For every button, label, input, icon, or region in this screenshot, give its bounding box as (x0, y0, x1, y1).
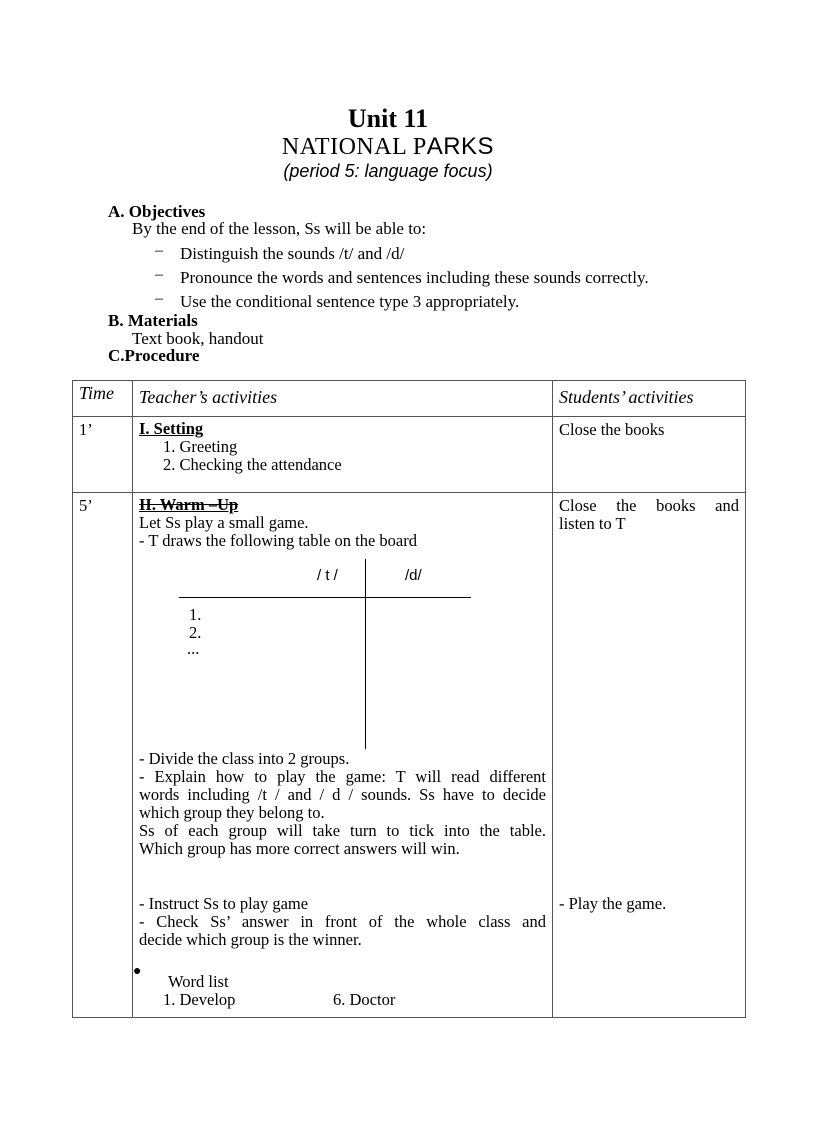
step-line: which group they belong to. (139, 803, 325, 822)
sound-d-header: /d/ (405, 567, 422, 584)
list-item: 2. Checking the attendance (163, 455, 342, 474)
time-cell (73, 417, 133, 493)
students-cell (553, 493, 746, 1018)
bullet-icon: ● (133, 964, 142, 979)
procedure-table (72, 380, 746, 1018)
step-line: - Divide the class into 2 groups. (139, 749, 350, 768)
dash-bullet: – (155, 242, 163, 259)
dash-bullet: – (155, 266, 163, 283)
sound-row: ... (187, 639, 200, 658)
word-item: 6. Doctor (333, 990, 396, 1009)
teacher-cell (133, 493, 553, 1018)
objectives-heading: A. Objectives (108, 202, 206, 221)
sound-table (179, 559, 479, 749)
step-line: - Explain how to play the game: T will read different (139, 767, 546, 786)
dash-bullet: – (155, 290, 163, 307)
unit-name-sans: ARKS (426, 133, 495, 160)
period-subtitle: (period 5: language focus) (283, 161, 493, 181)
students-line: listen to T (559, 514, 626, 533)
step-line: words including /t / and / d / sounds. Ss have to decide (139, 785, 546, 804)
students-line: Close the books and (559, 496, 739, 515)
instruct-line: decide which group is the winner. (139, 930, 362, 949)
time-value: 1’ (79, 420, 93, 439)
time-header: Time (79, 383, 115, 403)
instruct-line: - Instruct Ss to play game (139, 894, 309, 913)
students-cell (553, 417, 746, 493)
instruct-line: - Check Ss’ answer in front of the whole class and (139, 912, 546, 931)
students-header-cell (553, 381, 746, 417)
sound-t-header: / t / (317, 567, 338, 584)
word-list-label: Word list (168, 972, 229, 991)
sound-table-vline (365, 559, 366, 749)
students-header: Students’ activities (559, 387, 694, 407)
section-heading: II. Warm –Up (139, 495, 239, 514)
list-item: 1. Greeting (163, 437, 238, 456)
teacher-cell (133, 417, 553, 493)
students-line: - Play the game. (559, 894, 667, 913)
objective-item: Distinguish the sounds /t/ and /d/ (180, 244, 405, 263)
materials-text: Text book, handout (132, 329, 264, 348)
objective-item: Use the conditional sentence type 3 appropriately. (180, 292, 520, 311)
procedure-heading: C.Procedure (108, 346, 200, 365)
step-line: Which group has more correct answers will win. (139, 839, 460, 858)
time-value: 5’ (79, 496, 93, 515)
step-line: Ss of each group will take turn to tick into the table. (139, 821, 546, 840)
intro-line: - T draws the following table on the board (139, 531, 417, 550)
teacher-header-cell (133, 381, 553, 417)
intro-line: Let Ss play a small game. (139, 513, 309, 532)
objective-item: Pronounce the words and sentences including these sounds correctly. (180, 268, 649, 287)
objectives-intro: By the end of the lesson, Ss will be able to: (132, 219, 427, 238)
unit-title: Unit 11 (347, 104, 429, 133)
unit-name-serif: NATIONAL P (281, 134, 427, 160)
students-value: Close the books (559, 420, 665, 439)
sound-row: 2. (189, 623, 202, 642)
unit-name (0, 133, 776, 161)
word-item: 1. Develop (163, 990, 236, 1009)
teacher-header: Teacher’s activities (139, 387, 278, 407)
time-header-cell (73, 381, 133, 417)
sound-row: 1. (189, 605, 202, 624)
time-cell (73, 493, 133, 1018)
materials-heading: B. Materials (108, 311, 198, 330)
section-heading: I. Setting (139, 419, 204, 438)
sound-table-hline (179, 597, 471, 598)
